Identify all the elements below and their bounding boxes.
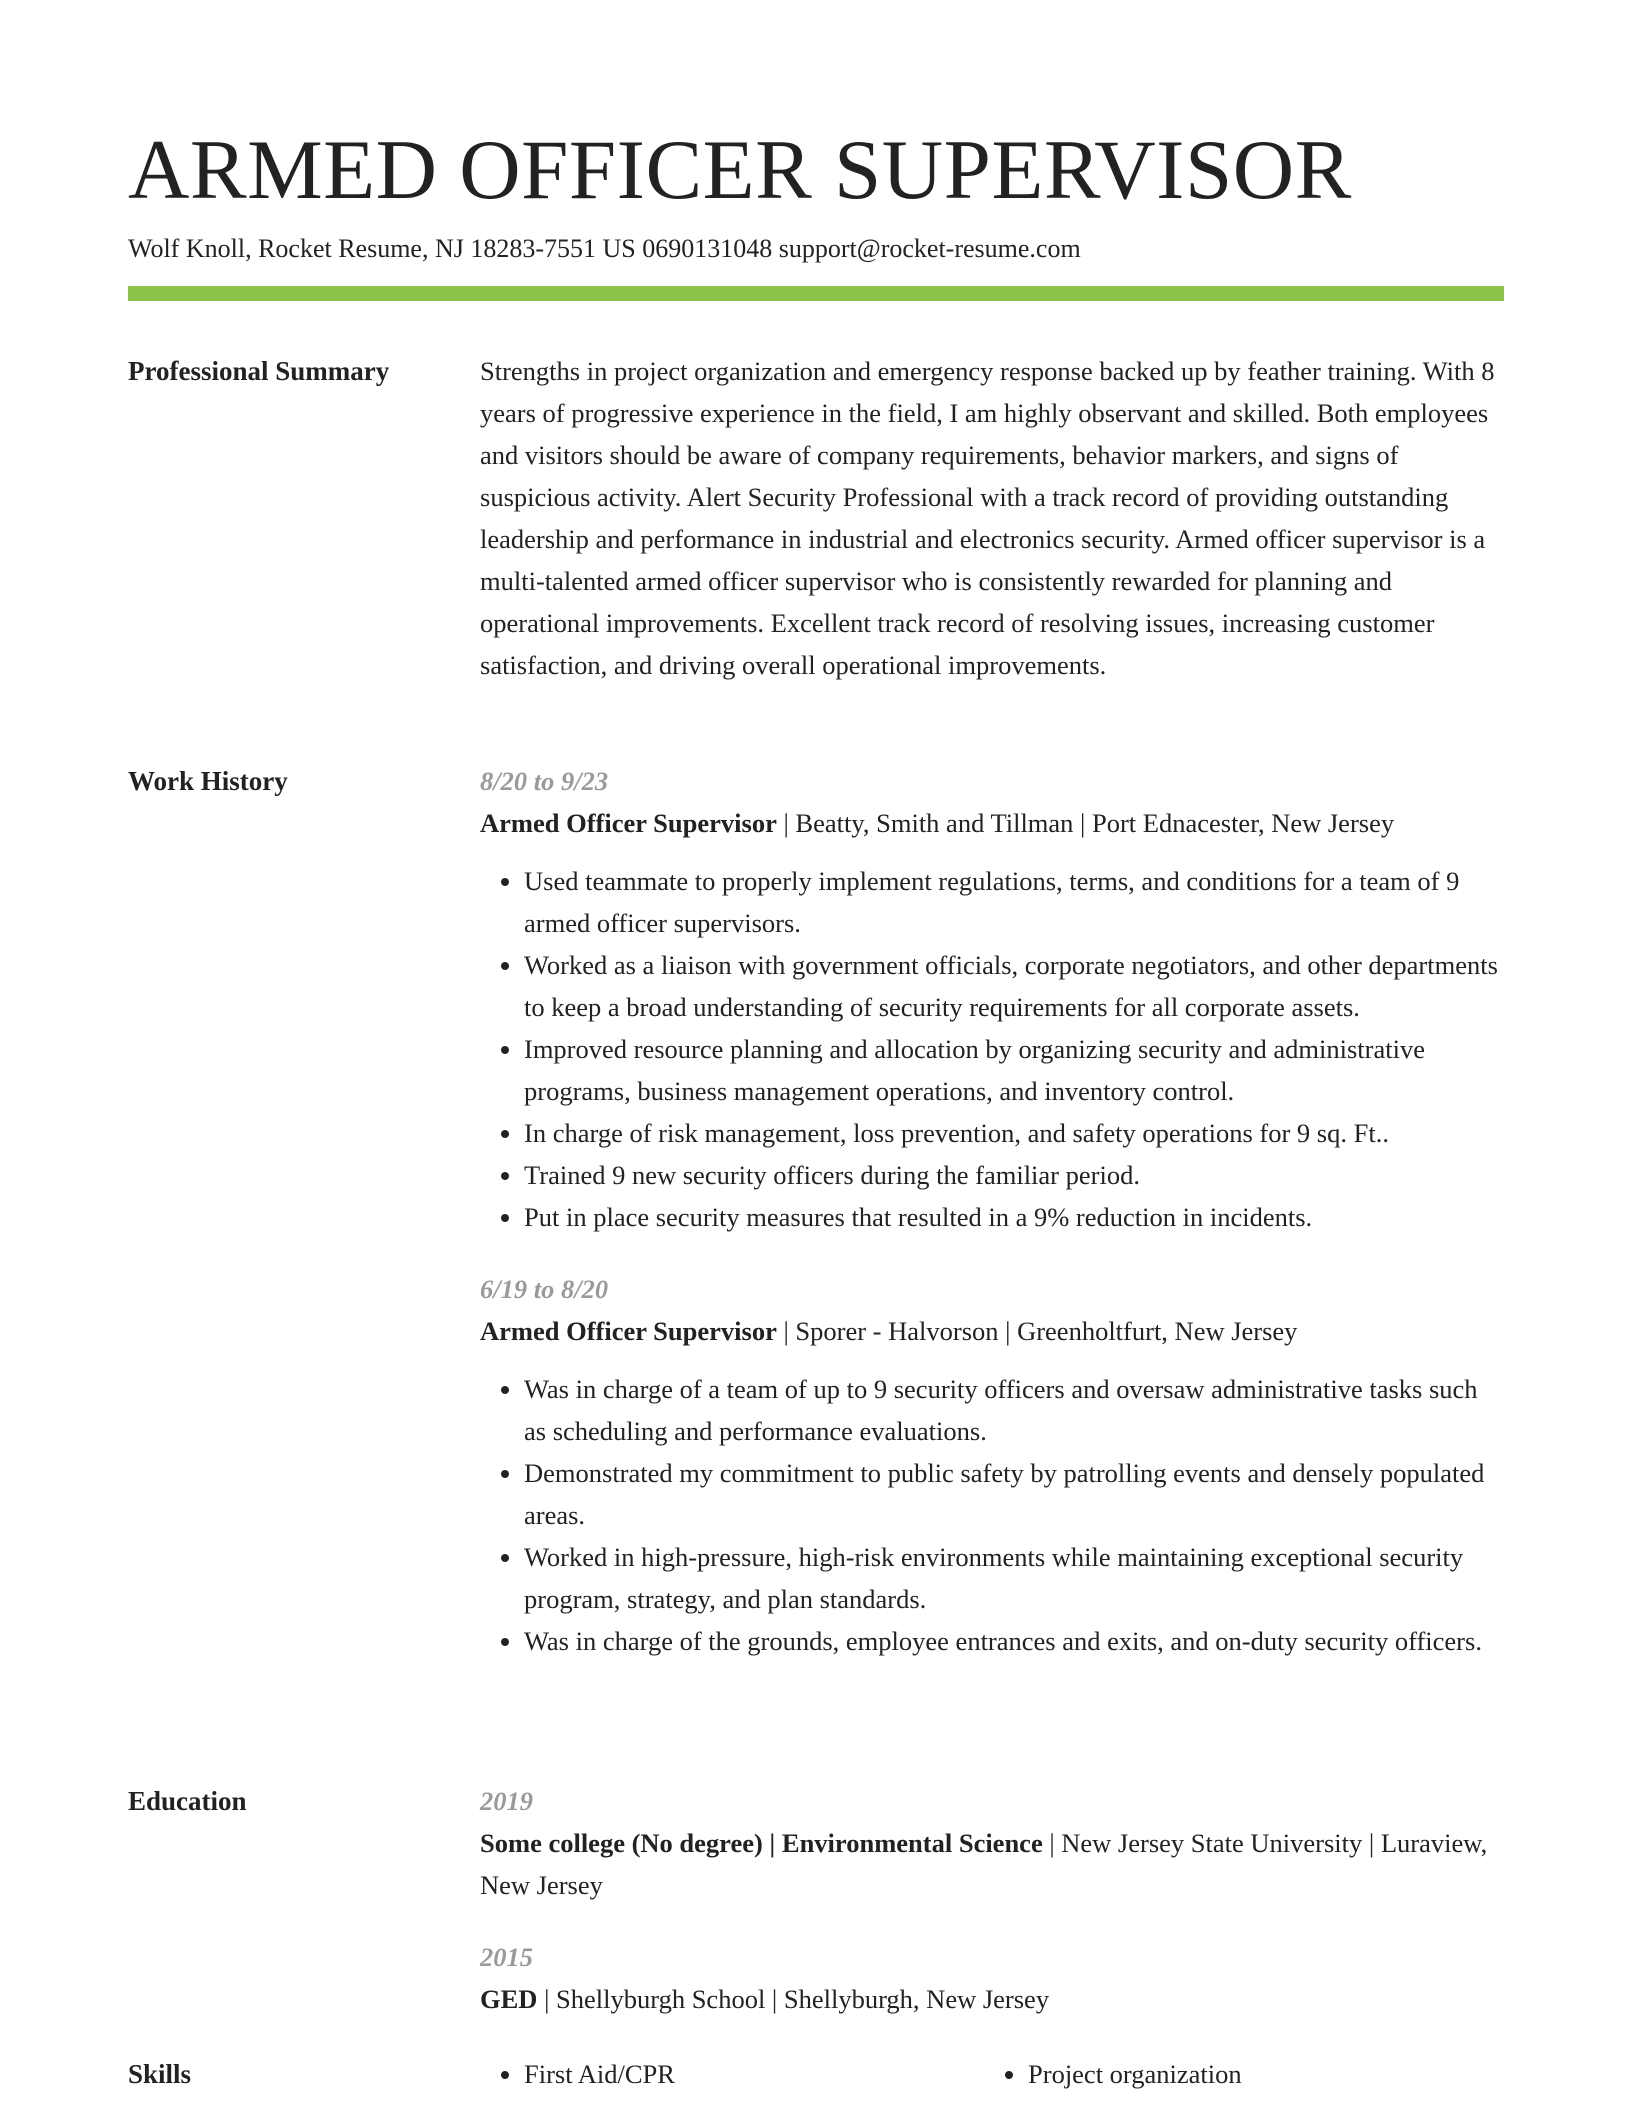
- list-item: • Worked in high-pressure, high-risk environments while maintaining exceptional security program, strategy, and plan standards.: [524, 1536, 1504, 1620]
- education-heading: [480, 1822, 1504, 1906]
- education-details: | New Jersey State University | Luraview, New Jersey: [480, 1828, 1488, 1900]
- education-heading: [480, 1978, 1504, 2020]
- job-dates: 8/20 to 9/23: [480, 766, 609, 796]
- education-degree: GED: [480, 1984, 538, 2014]
- job-details: | Beatty, Smith and Tillman | Port Ednacester, New Jersey: [776, 808, 1395, 838]
- job-heading: [480, 1310, 1504, 1352]
- list-item: • Project organization: [1028, 2053, 1488, 2095]
- skills-list-left: [480, 2053, 984, 2095]
- job-entry: [480, 1268, 1504, 1662]
- section-label-education: Education: [128, 1786, 247, 1816]
- education-details: | Shellyburgh School | Shellyburgh, New Jersey: [537, 1984, 1050, 2014]
- list-item: • First Aid/CPR: [524, 2053, 984, 2095]
- list-item: • In charge of risk management, loss prevention, and safety operations for 9 sq. Ft..: [524, 1112, 1504, 1154]
- education-year: 2019: [480, 1786, 533, 1816]
- education-body: [480, 1780, 1504, 2020]
- resume-title: ARMED OFFICER SUPERVISOR: [128, 123, 1352, 217]
- section-label-work-history: Work History: [128, 766, 288, 796]
- skills-list-right: [984, 2053, 1488, 2095]
- list-item: • Demonstrated my commitment to public safety by patrolling events and densely populated areas.: [524, 1452, 1504, 1536]
- job-bullets: [480, 1368, 1504, 1662]
- job-details: | Sporer - Halvorson | Greenholtfurt, New Jersey: [776, 1316, 1298, 1346]
- job-dates: 6/19 to 8/20: [480, 1274, 609, 1304]
- skills-columns: [480, 2053, 1504, 2095]
- accent-divider: [128, 286, 1504, 301]
- job-title: Armed Officer Supervisor: [480, 808, 777, 838]
- list-item: • Used teammate to properly implement regulations, terms, and conditions for a team of 9 armed officer supervisors.: [524, 860, 1504, 944]
- section-label-skills: Skills: [128, 2059, 192, 2089]
- section-label-summary: Professional Summary: [128, 356, 390, 386]
- job-entry: [480, 760, 1504, 1238]
- summary-body: [480, 350, 1504, 686]
- work-history-body: [480, 760, 1504, 1662]
- education-degree: Some college (No degree) | Environmental Science: [480, 1828, 1043, 1858]
- education-entry: [480, 1936, 1504, 2020]
- job-heading: [480, 802, 1504, 844]
- skills-body: [480, 2053, 1504, 2095]
- list-item: • Put in place security measures that resulted in a 9% reduction in incidents.: [524, 1196, 1504, 1238]
- job-title: Armed Officer Supervisor: [480, 1316, 777, 1346]
- education-entry: [480, 1780, 1504, 1906]
- list-item: • Worked as a liaison with government officials, corporate negotiators, and other departments to keep a broad understanding of security requirements for all corporate assets.: [524, 944, 1504, 1028]
- list-item: • Trained 9 new security officers during the familiar period.: [524, 1154, 1504, 1196]
- summary-text: Strengths in project organization and emergency response backed up by feather training. With 8 years of progressive experience in the field, I am highly observant and skilled. Both employees and visitors should be aware of company requirements, behavior markers, and signs of suspicious activity. Alert Security Professional with a track record of providing outstanding leadership and performance in industrial and electronics security. Armed officer supervisor is a multi-talented armed officer supervisor who is consistently rewarded for planning and operational improvements. Excellent track record of resolving issues, increasing customer satisfaction, and driving overall operational improvements.: [480, 356, 1495, 680]
- list-item: • Was in charge of a team of up to 9 security officers and oversaw administrative tasks such as scheduling and performance evaluations.: [524, 1368, 1504, 1452]
- contact-line: Wolf Knoll, Rocket Resume, NJ 18283-7551 US 0690131048 support@rocket-resume.com: [128, 234, 1081, 263]
- list-item: • Was in charge of the grounds, employee entrances and exits, and on-duty security officers.: [524, 1620, 1504, 1662]
- job-bullets: [480, 860, 1504, 1238]
- list-item: • Improved resource planning and allocation by organizing security and administrative programs, business management operations, and inventory control.: [524, 1028, 1504, 1112]
- education-year: 2015: [480, 1942, 533, 1972]
